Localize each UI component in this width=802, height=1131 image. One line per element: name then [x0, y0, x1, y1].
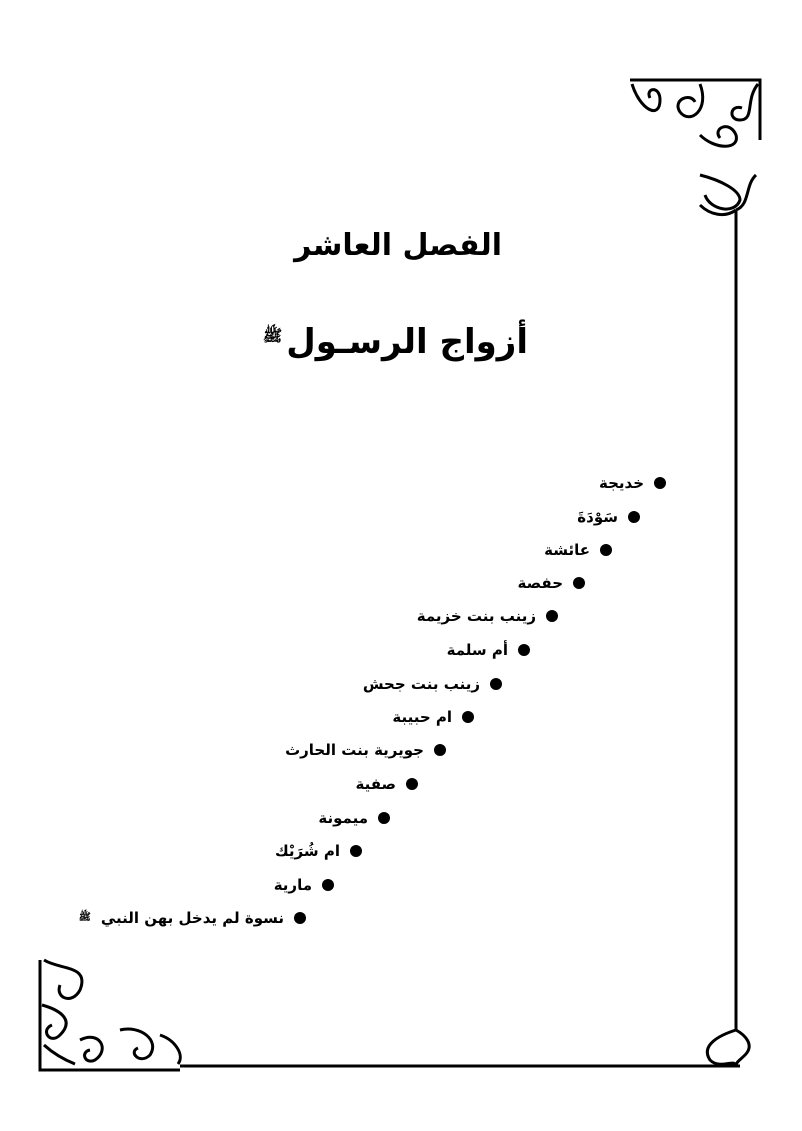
- list-item: [274, 873, 334, 897]
- bullet-icon: [406, 778, 418, 790]
- list-item-text: صفية: [355, 775, 396, 793]
- list-item-text: جويرية بنت الحارث: [285, 741, 424, 759]
- list-item: [544, 538, 612, 562]
- bullet-icon: [600, 544, 612, 556]
- top-right-ornament: [630, 80, 760, 215]
- bullet-icon: [490, 678, 502, 690]
- bullet-icon: [462, 711, 474, 723]
- bullet-icon: [434, 744, 446, 756]
- bullet-icon: [322, 879, 334, 891]
- list-item-text: ام حبيبة: [392, 708, 452, 726]
- bullet-icon: [654, 477, 666, 489]
- list-item-text: ام شُرَيْك: [274, 842, 340, 860]
- list-item-text: ميمونة: [318, 809, 368, 827]
- bullet-icon: [350, 845, 362, 857]
- list-item-text: زينب بنت جحش: [362, 675, 480, 693]
- list-item-text: زينب بنت خزيمة: [416, 607, 536, 625]
- bullet-icon: [294, 912, 306, 924]
- list-item: [318, 806, 390, 830]
- list-item: [577, 505, 640, 529]
- list-item: [363, 672, 502, 696]
- list-item: [599, 471, 666, 495]
- bullet-icon: [573, 577, 585, 589]
- list-item: [285, 738, 446, 762]
- bullet-icon: [628, 511, 640, 523]
- list-item: [447, 638, 530, 662]
- bullet-icon: [518, 644, 530, 656]
- list-item: [518, 571, 585, 595]
- list-item: [79, 906, 306, 930]
- list-item: [275, 839, 362, 863]
- list-item: [392, 705, 474, 729]
- chapter-title: الفصل العاشر: [294, 228, 502, 263]
- list-item-text: أم سلمة: [446, 641, 508, 659]
- list-item-text: سَوْدَةَ: [577, 508, 618, 526]
- list-item-text: عائشة: [544, 541, 590, 559]
- bottom-left-ornament: [40, 960, 180, 1070]
- honorific-glyph: ﷺ: [262, 325, 283, 345]
- list-item: [355, 772, 418, 796]
- list-item-text: مارية: [273, 876, 312, 894]
- chapter-subtitle-text: أزواج الرسـول: [286, 322, 528, 362]
- list-item-text: حفصة: [517, 574, 563, 592]
- honorific-glyph: ﷺ: [78, 912, 91, 923]
- bullet-icon: [378, 812, 390, 824]
- list-item-text: نسوة لم يدخل بهن النبي: [100, 909, 284, 927]
- bottom-right-ornament: [707, 1030, 749, 1066]
- list-item: [417, 604, 558, 628]
- chapter-subtitle: [263, 322, 528, 362]
- bullet-icon: [546, 610, 558, 622]
- list-item-text: خديجة: [598, 474, 644, 492]
